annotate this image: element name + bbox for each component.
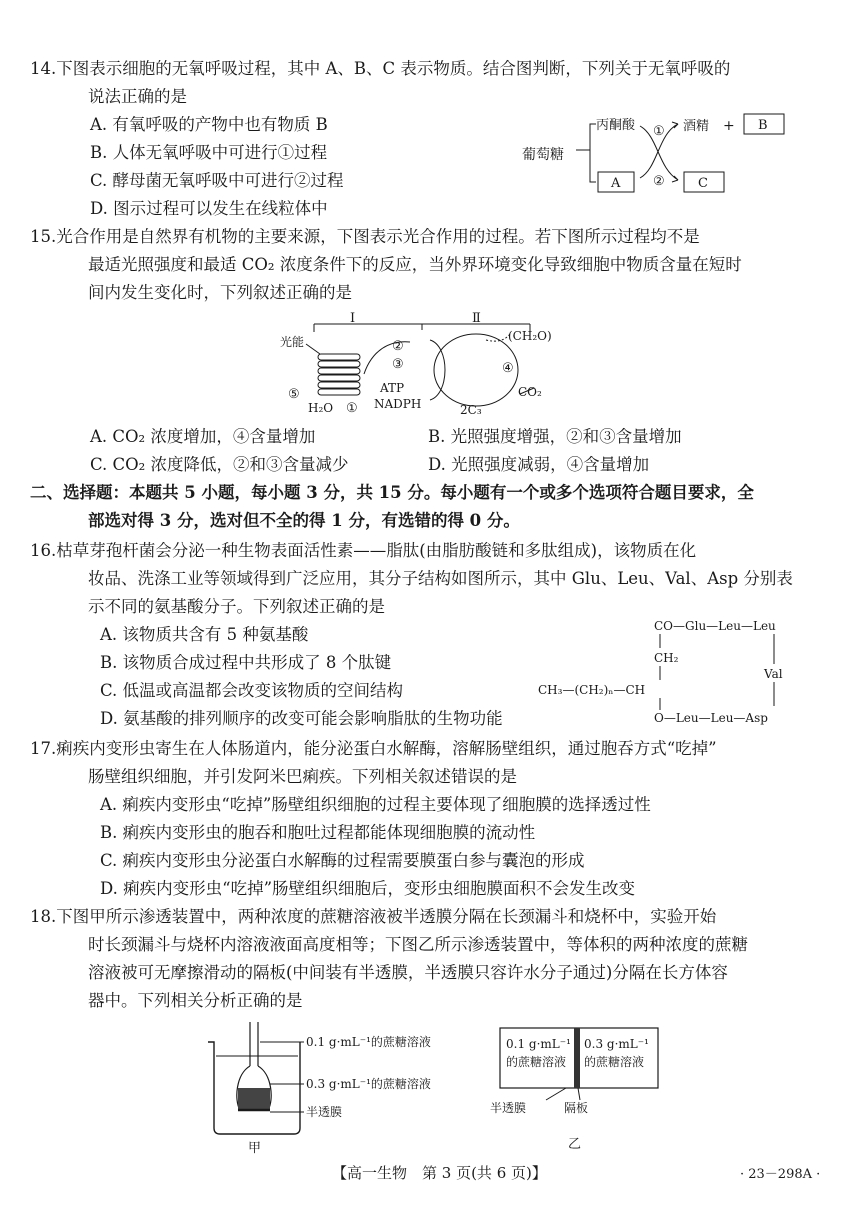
step3-label-15: ③	[392, 357, 404, 372]
c3-label: 2C₃	[460, 403, 482, 417]
light-energy-label: 光能	[280, 335, 305, 349]
q18-stem-line4: 器中。下列相关分析正确的是	[88, 991, 303, 1010]
q17-option-d: D. 痢疾内变形虫“吃掉”肠壁组织细胞后，变形虫细胞膜面积不会发生改变	[100, 879, 636, 898]
q17-option-c: C. 痢疾内变形虫分泌蛋白水解酶的过程需要膜蛋白参与囊泡的形成	[100, 851, 585, 870]
yi-left-line2: 的蔗糖溶液	[506, 1055, 567, 1069]
box-c-label: C	[698, 176, 708, 191]
q17-stem-line1: 17.痢疾内变形虫寄生在人体肠道内，能分泌蛋白水解酶，溶解肠壁组织，通过胞吞方式“吃掉”	[30, 739, 717, 758]
atp-label: ATP	[380, 381, 405, 395]
q15-option-a: A. CO₂ 浓度增加，④含量增加	[90, 427, 316, 446]
fig-yi-osmosis-container	[486, 1024, 666, 1154]
jia-label-mid: 0.3 g·mL⁻¹的蔗糖溶液	[306, 1077, 431, 1091]
yi-left-line1: 0.1 g·mL⁻¹	[506, 1037, 571, 1051]
q14-option-d: D. 图示过程可以发生在线粒体中	[90, 199, 328, 218]
partition	[574, 1028, 580, 1088]
box-a-label: A	[611, 176, 621, 191]
alcohol-label: 酒精	[683, 119, 710, 134]
co2-label-15: CO₂	[518, 385, 542, 399]
q14-option-c: C. 酵母菌无氧呼吸中可进行②过程	[90, 171, 344, 190]
structure-bottom-row: O—Leu—Leu—Asp	[654, 711, 768, 725]
q16-option-c: C. 低温或高温都会改变该物质的空间结构	[100, 681, 404, 700]
page-footer-center: 【高一生物 第 3 页(共 6 页)】	[332, 1164, 547, 1182]
jia-label-top: 0.1 g·mL⁻¹的蔗糖溶液	[306, 1035, 431, 1049]
q18-stem-line1: 18.下图甲所示渗透装置中，两种浓度的蔗糖溶液被半透膜分隔在长颈漏斗和烧杯中，实验开始	[30, 907, 717, 926]
nadph-label: NADPH	[374, 397, 422, 411]
q15-option-d: D. 光照强度减弱，④含量增加	[428, 455, 650, 474]
box-b-label: B	[758, 118, 768, 133]
q14-stem-line1: 14.下图表示细胞的无氧呼吸过程，其中 A、B、C 表示物质。结合图判断，下列关于无氧呼吸的	[30, 59, 731, 78]
fig-jia-osmosis-funnel	[200, 1020, 460, 1155]
step4-label-15: ④	[502, 361, 514, 376]
q14-option-b: B. 人体无氧呼吸中可进行①过程	[90, 143, 328, 162]
jia-caption: 甲	[248, 1141, 262, 1155]
page-footer-code: · 23－298A ·	[740, 1167, 821, 1182]
q14-stem-line2: 说法正确的是	[88, 87, 187, 106]
q16-option-a: A. 该物质共含有 5 种氨基酸	[100, 625, 309, 644]
q15-option-c: C. CO₂ 浓度降低，②和③含量减少	[90, 455, 349, 474]
stage-1-label: Ⅰ	[350, 311, 356, 326]
yi-right-line2: 的蔗糖溶液	[584, 1055, 645, 1069]
stage-2-label: Ⅱ	[472, 311, 481, 326]
q16-option-d: D. 氨基酸的排列顺序的改变可能会影响脂肽的生物功能	[100, 709, 503, 728]
water-label: H₂O	[308, 401, 334, 415]
section2-heading-line2: 部选对得 3 分，选对但不全的得 1 分，有选错的得 0 分。	[88, 511, 520, 530]
lipopeptide-structure	[536, 614, 806, 726]
q15-stem-line3: 间内发生变化时，下列叙述正确的是	[88, 283, 352, 302]
structure-ch2: CH₂	[654, 651, 679, 665]
q16-stem-line1: 16.枯草芽孢杆菌会分泌一种生物表面活性素——脂肽(由脂肪酸链和多肽组成)，该物质在化	[30, 541, 697, 560]
q16-stem-line3: 示不同的氨基酸分子。下列叙述正确的是	[88, 597, 385, 616]
q16-stem-line2: 妆品、洗涤工业等领域得到广泛应用，其分子结构如图所示，其中 Glu、Leu、Val、Asp 分别表	[88, 569, 793, 588]
q15-option-b: B. 光照强度增强，②和③含量增加	[428, 427, 682, 446]
step1-label-15: ①	[346, 401, 358, 416]
step5-label: ⑤	[288, 387, 300, 402]
structure-fatty-chain: CH₃—(CH₂)ₙ—CH	[538, 683, 646, 697]
step2-label-15: ②	[392, 339, 404, 354]
step1-label: ①	[653, 124, 665, 139]
q18-stem-line3: 溶液被可无摩擦滑动的隔板(中间装有半透膜，半透膜只容许水分子通过)分隔在长方体容	[88, 963, 728, 982]
q17-stem-line2: 肠壁组织细胞，并引发阿米巴痢疾。下列相关叙述错误的是	[88, 767, 517, 786]
q18-stem-line2: 时长颈漏斗与烧杯内溶液液面高度相等；下图乙所示渗透装置中，等体积的两种浓度的蔗糖	[88, 935, 748, 954]
glucose-label: 葡萄糖	[522, 147, 564, 163]
q14-option-a: A. 有氧呼吸的产物中也有物质 B	[90, 115, 328, 134]
ch2o-label: (CH₂O)	[508, 329, 552, 343]
q15-stem-line2: 最适光照强度和最适 CO₂ 浓度条件下的反应，当外界环境变化导致细胞中物质含量在短时	[88, 255, 742, 274]
section2-heading-line1: 二、选择题：本题共 5 小题，每小题 3 分，共 15 分。每小题有一个或多个选项符合题目要求，全	[30, 483, 754, 502]
jia-label-membrane: 半透膜	[306, 1105, 343, 1119]
structure-top-row: CO—Glu—Leu—Leu	[654, 619, 776, 633]
step2-label: ②	[653, 174, 665, 189]
q17-option-b: B. 痢疾内变形虫的胞吞和胞吐过程都能体现细胞膜的流动性	[100, 823, 536, 842]
structure-val: Val	[764, 667, 783, 681]
q17-option-a: A. 痢疾内变形虫“吃掉”肠壁组织细胞的过程主要体现了细胞膜的选择透过性	[100, 795, 651, 814]
yi-right-line1: 0.3 g·mL⁻¹	[584, 1037, 649, 1051]
yi-label-membrane: 半透膜	[490, 1101, 527, 1115]
q14-respiration-diagram	[520, 108, 790, 198]
yi-caption: 乙	[568, 1137, 582, 1152]
yi-label-partition: 隔板	[564, 1101, 589, 1115]
pyruvate-label: 丙酮酸	[596, 118, 636, 133]
q15-stem-line1: 15.光合作用是自然界有机物的主要来源，下图表示光合作用的过程。若下图所示过程均不是	[30, 227, 700, 246]
q16-option-b: B. 该物质合成过程中共形成了 8 个肽键	[100, 653, 392, 672]
plus-sign: +	[723, 118, 735, 134]
q15-photosynthesis-diagram	[280, 310, 560, 420]
thylakoid-stack	[318, 354, 360, 395]
